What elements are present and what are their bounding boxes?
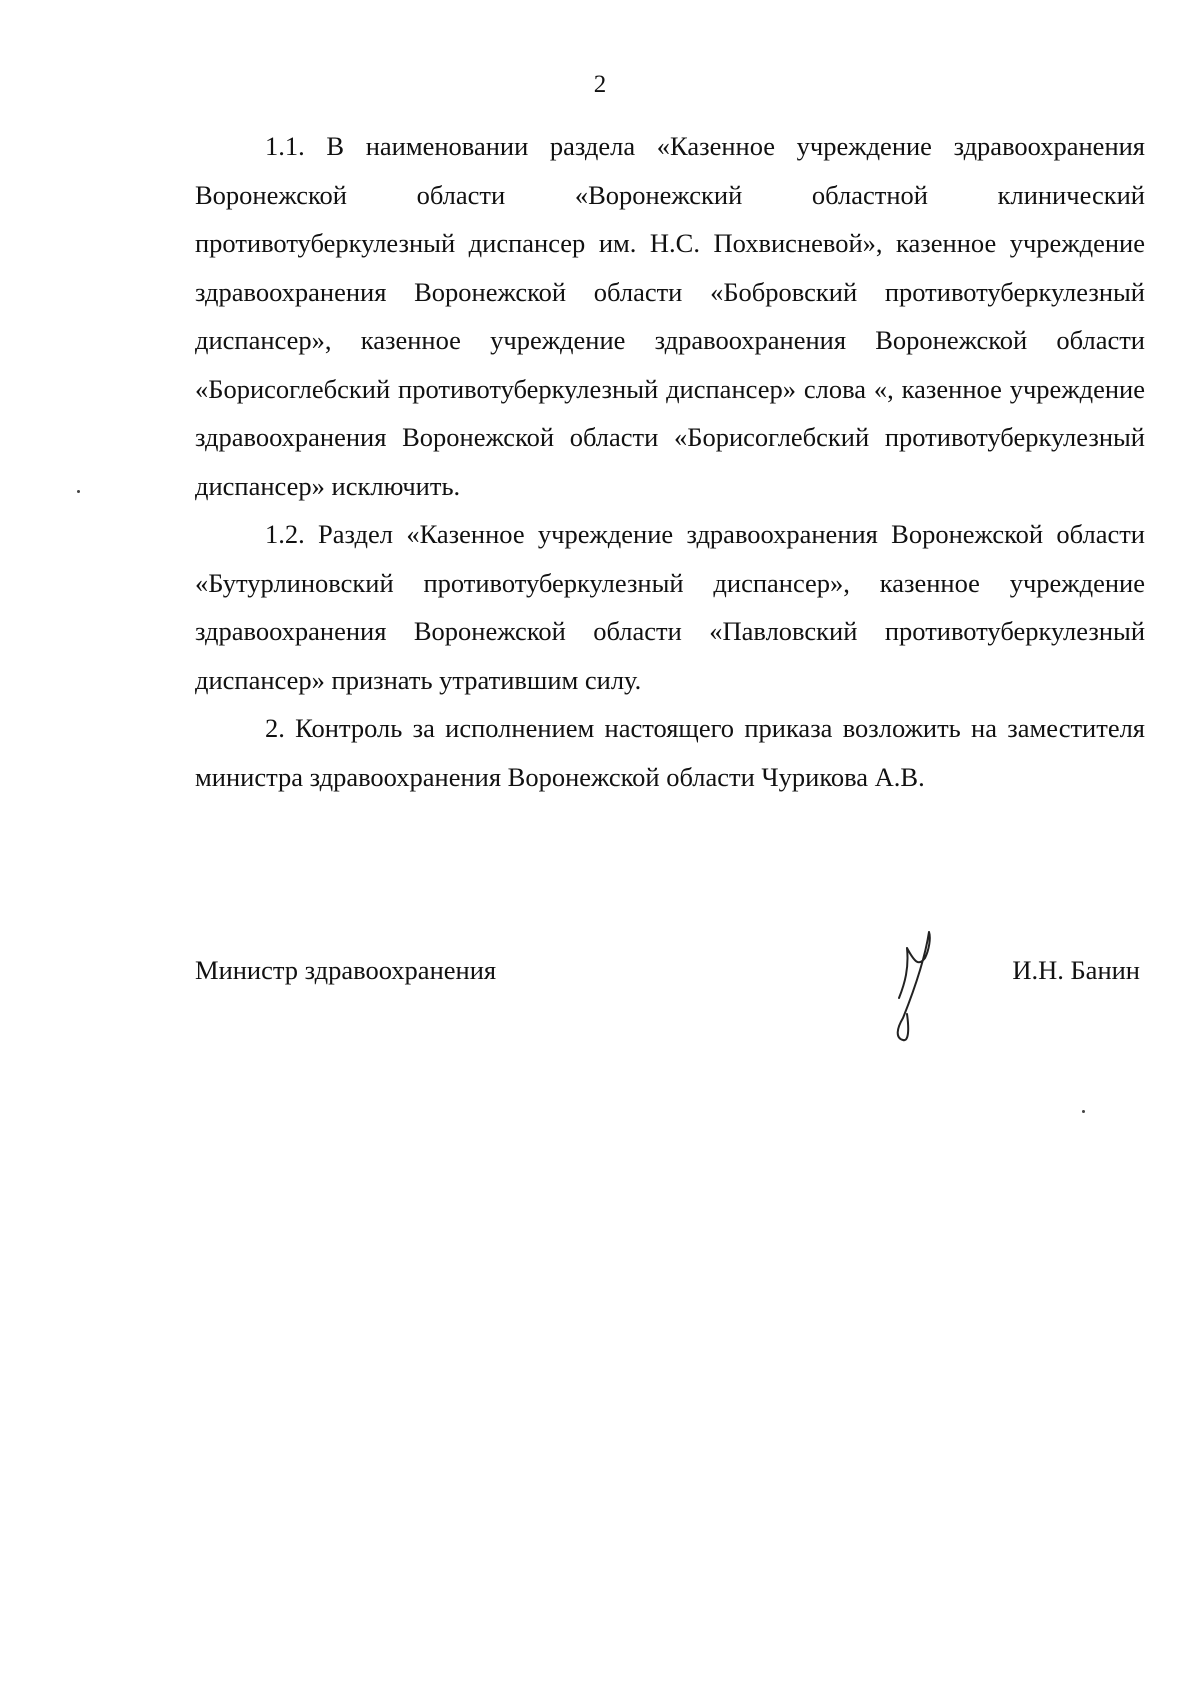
- signature-block: [195, 950, 1140, 1070]
- page-number: 2: [593, 71, 607, 98]
- paragraph-1-1: 1.1. В наименовании раздела «Казенное учреждение здравоохранения Воронежской области «Воронежский областной клинический противотуберкулезный диспансер им. Н.С. Похвисневой», казенное учреждение здравоохранения Воронежской области «Бобровский противотуберкулезный диспансер», казенное учреждение здравоохранения Воронежской области «Борисоглебский противотуберкулезный диспансер» слова «, казенное учреждение здравоохранения Воронежской области «Борисоглебский противотуберкулезный диспансер» исключить.: [195, 131, 1145, 501]
- signatory-title: Министр здравоохранения: [195, 955, 497, 985]
- document-body: [195, 122, 1145, 801]
- paragraph-1-2: 1.2. Раздел «Казенное учреждение здравоохранения Воронежской области «Бутурлиновский противотуберкулезный диспансер», казенное учреждение здравоохранения Воронежской области «Павловский противотуберкулезный диспансер» признать утратившим силу.: [195, 519, 1145, 695]
- signatory-name: И.Н. Банин: [1012, 955, 1140, 985]
- paragraph-2: 2. Контроль за исполнением настоящего приказа возложить на заместителя министра здравоохранения Воронежской области Чурикова А.В.: [195, 713, 1145, 792]
- handwritten-signature: [885, 928, 965, 1048]
- scan-speck: [77, 490, 80, 493]
- scan-speck: [1082, 1110, 1085, 1113]
